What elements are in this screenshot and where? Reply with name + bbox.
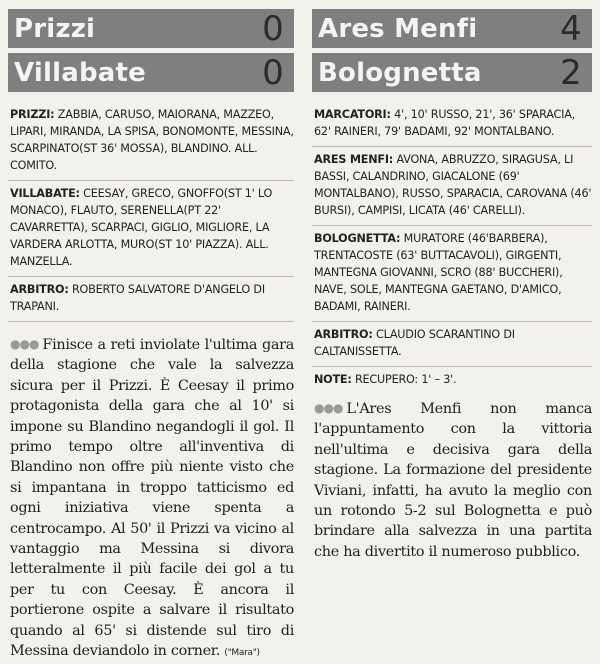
left-match-report bbox=[8, 322, 294, 664]
bolognetta-lineup bbox=[312, 226, 592, 322]
scorers bbox=[312, 102, 592, 147]
left-report-signature: ("Mara") bbox=[224, 648, 260, 659]
bolognetta-lineup-label: BOLOGNETTA: bbox=[314, 232, 401, 245]
left-report-text: Finisce a reti inviolate l'ultima gara della stagione che vale la salvezza sicura per il Prizzi. È Ceesay il primo protagonista della gara che al 10' si impone su Blandino negandogli il gol. Il primo tempo oltre all'inventiva di Blandino non offre più niente visto che si impantana in troppo tatticismo ed ogni iniziativa viene spenta a centrocampo. Al 50' il Prizzi va vicino al vantaggio ma Messina si divora letteralmente il più facile dei gol a tu per tu con Ceesay. È ancora il portierone ospite a salvare il risultato quando al 65' si distende sul tiro di Messina deviandolo in corner. bbox=[10, 337, 294, 660]
ares-lineup-label: ARES MENFI: bbox=[314, 153, 394, 166]
left-referee-text: ROBERTO SALVATORE D'ANGELO DI TRAPANI. bbox=[10, 283, 265, 313]
scorers-label: MARCATORI: bbox=[314, 108, 391, 121]
match-notes bbox=[312, 367, 592, 394]
prizzi-lineup-text: ZABBIA, CARUSO, MAIORANA, MAZZEO, LIPARI, MIRANDA, LA SPISA, BONOMONTE, MESSINA, SCARPINATO(ST 36' MOSSA), BLANDINO. ALL. COMITO. bbox=[10, 108, 294, 172]
bullet-dots-icon: ●●● bbox=[10, 337, 39, 351]
home-team-name: Prizzi bbox=[14, 13, 96, 44]
away-score-bar bbox=[312, 53, 592, 92]
bolognetta-lineup-text: MURATORE (46'BARBERA), TRENTACOSTE (63' BUTTACAVOLI), GIRGENTI, MANTEGNA GIOVANNI, SCRO (88' BUCCHERI), NAVE, SOLE, MANTEGNA GAETANO, D'AMICO, BADAMI, RAINERI. bbox=[314, 232, 563, 313]
prizzi-lineup bbox=[8, 102, 294, 181]
away-team-name: Bolognetta bbox=[318, 57, 482, 88]
villabate-lineup bbox=[8, 181, 294, 277]
away-team-goals: 2 bbox=[560, 52, 582, 93]
scorers-text: 4', 10' RUSSO, 21', 36' SPARACIA, 62' RAINERI, 79' BADAMI, 92' MONTALBANO. bbox=[314, 108, 575, 138]
right-referee bbox=[312, 322, 592, 367]
right-match-column bbox=[312, 0, 592, 562]
home-score-bar bbox=[312, 9, 592, 48]
home-team-name: Ares Menfi bbox=[318, 13, 478, 44]
villabate-lineup-label: VILLABATE: bbox=[10, 187, 80, 200]
left-referee-label: ARBITRO: bbox=[10, 283, 69, 296]
home-score-bar bbox=[8, 9, 294, 48]
right-match-report bbox=[312, 394, 592, 562]
away-team-goals: 0 bbox=[262, 52, 284, 93]
away-team-name: Villabate bbox=[14, 57, 146, 88]
ares-lineup bbox=[312, 147, 592, 226]
notes-label: NOTE: bbox=[314, 373, 352, 386]
villabate-lineup-text: CEESAY, GRECO, GNOFFO(ST 1' LO MONACO), FLAUTO, SERENELLA(PT 22' CAVARRETTA), SCARPACI, GIGLIO, MIGLIORE, LA VARDERA ARLOTTA, MURO(ST 10' PIAZZA). ALL. MANZELLA. bbox=[10, 187, 273, 268]
right-referee-text: CLAUDIO SCARANTINO DI CALTANISSETTA. bbox=[314, 328, 515, 358]
away-score-bar bbox=[8, 53, 294, 92]
ares-lineup-text: AVONA, ABRUZZO, SIRAGUSA, LI BASSI, CALANDRINO, GIACALONE (69' MONTALBANO), RUSSO, SPARACIA, CAROVANA (46' BURSI), CAMPISI, LICATA (46' CARELLI). bbox=[314, 153, 592, 217]
notes-text: RECUPERO: 1' – 3'. bbox=[354, 373, 457, 386]
right-report-text: L'Ares Menfi non manca l'appuntamento con la vittoria nell'ultima e decisiva gara della stagione. La formazione del presidente Viviani, infatti, ha avuto la meglio con un rotondo 5-2 sul Bolognetta e può brindare alla salvezza in una partita che ha divertito il numeroso pubblico. bbox=[314, 401, 592, 560]
home-team-goals: 0 bbox=[262, 8, 284, 49]
prizzi-lineup-label: PRIZZI: bbox=[10, 108, 55, 121]
left-referee bbox=[8, 277, 294, 322]
bullet-dots-icon: ●●● bbox=[314, 401, 343, 415]
left-match-column bbox=[8, 0, 294, 664]
home-team-goals: 4 bbox=[560, 8, 582, 49]
right-referee-label: ARBITRO: bbox=[314, 328, 373, 341]
